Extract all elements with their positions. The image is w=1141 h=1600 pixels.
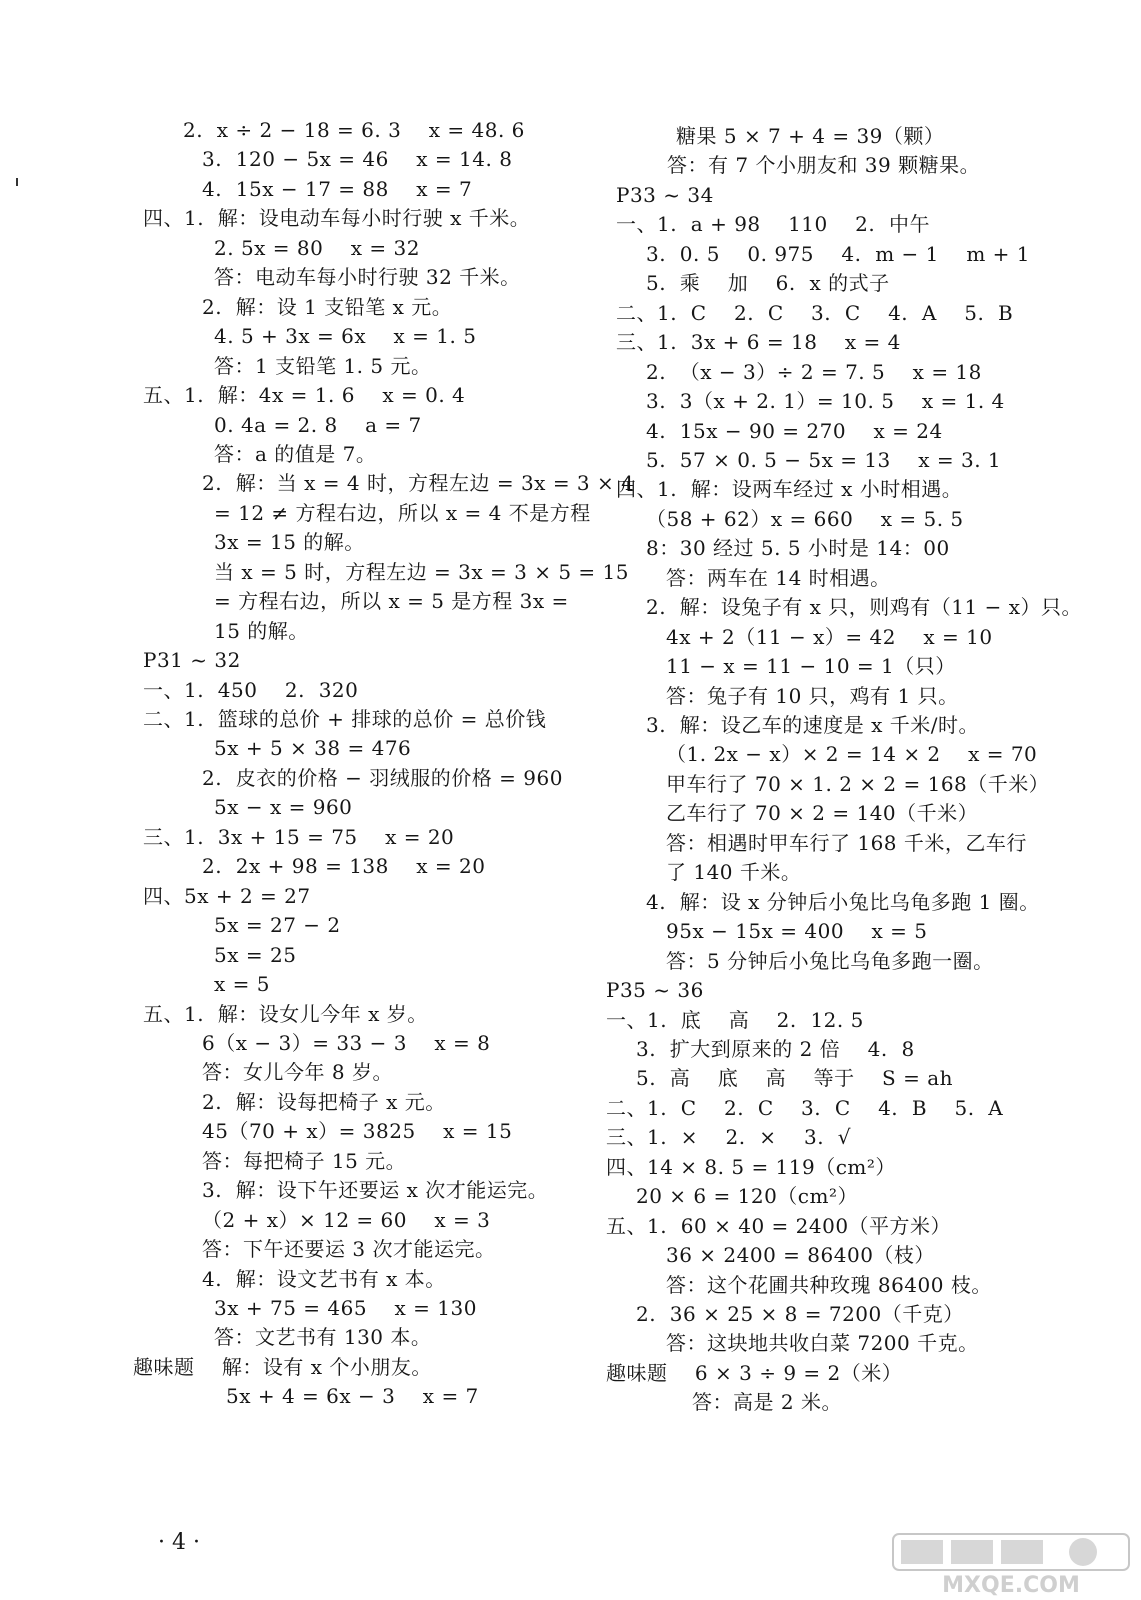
left-line: 答：电动车每小时行驶 32 千米。 [214,265,521,290]
right-line: 一、1. 底 高 2. 12. 5 [606,1007,864,1032]
right-line: 四、1. 解：设两车经过 x 小时相遇。 [616,477,963,502]
left-line: 5x = 25 [214,942,297,967]
right-line: 答：5 分钟后小兔比乌龟多跑一圈。 [666,948,994,973]
right-line: 二、1. C 2. C 3. C 4. B 5. A [606,1095,1004,1120]
right-line: 答：兔子有 10 只，鸡有 1 只。 [666,683,959,708]
right-line: 4x + 2（11 − x）= 42 x = 10 [666,624,993,649]
right-line: 2. 36 × 25 × 8 = 7200（千克） [636,1302,964,1326]
left-line: 2. 皮衣的价格 − 羽绒服的价格 = 960 [202,765,563,790]
left-line: 2. 5x = 80 x = 32 [214,235,420,260]
left-line: 二、1. 篮球的总价 + 排球的总价 = 总价钱 [143,707,547,731]
right-line: （1. 2x − x）× 2 = 14 × 2 x = 70 [666,742,1038,767]
right-line: 2. 解：设兔子有 x 只，则鸡有（11 − x）只。 [646,595,1082,620]
left-line: 4. 5 + 3x = 6x x = 1. 5 [214,324,477,349]
right-line: 答：有 7 个小朋友和 39 颗糖果。 [667,153,981,178]
right-line: 趣味题 6 × 3 ÷ 9 = 2（米） [606,1360,903,1385]
left-line: 2. 解：设每把椅子 x 元。 [202,1089,446,1114]
right-line: 了 140 千米。 [666,860,802,885]
left-line: 4. 解：设文艺书有 x 本。 [202,1266,446,1291]
left-line: 4. 15x − 17 = 88 x = 7 [202,176,473,201]
left-line: 答：下午还要运 3 次才能运完。 [202,1237,496,1262]
right-line: 五、1. 60 × 40 = 2400（平方米） [606,1213,952,1238]
right-line: 2. （x − 3）÷ 2 = 7. 5 x = 18 [646,359,982,384]
right-line: 答：这块地共收白菜 7200 千克。 [666,1331,979,1356]
left-line: 三、1. 3x + 15 = 75 x = 20 [143,824,455,849]
left-line: 5x + 4 = 6x − 3 x = 7 [226,1384,479,1409]
right-line: 36 × 2400 = 86400（枝） [666,1243,935,1268]
left-line: 当 x = 5 时，方程左边 = 3x = 3 × 5 = 15 [214,559,629,584]
left-line: P31 ~ 32 [143,648,241,673]
right-line: 11 − x = 11 − 10 = 1（只） [666,654,956,679]
right-line: 三、1. 3x + 6 = 18 x = 4 [616,330,901,355]
left-line: 四、1. 解：设电动车每小时行驶 x 千米。 [143,206,531,231]
left-line: = 12 ≠ 方程右边，所以 x = 4 不是方程 [214,500,591,525]
left-line: 5x + 5 × 38 = 476 [214,736,412,761]
right-line: 20 × 6 = 120（cm²） [636,1184,858,1209]
watermark-text: MXQE.COM [942,1573,1080,1596]
right-line: 3. 0. 5 0. 975 4. m − 1 m + 1 [646,241,1030,266]
left-line: 3x + 75 = 465 x = 130 [214,1296,477,1320]
left-line: 趣味题 解：设有 x 个小朋友。 [133,1354,432,1379]
right-line: 乙车行了 70 × 2 = 140（千米） [666,801,979,826]
watermark-logo [891,1530,1131,1596]
right-line: 8：30 经过 5. 5 小时是 14：00 [646,536,950,561]
left-line: 3. 解：设下午还要运 x 次才能运完。 [202,1178,549,1203]
page-number: · 4 · [158,1530,200,1555]
left-line: 答：a 的值是 7。 [214,441,377,466]
left-line: 5x − x = 960 [214,795,353,820]
right-line: 4. 15x − 90 = 270 x = 24 [646,418,943,443]
right-line: 3. 扩大到原来的 2 倍 4. 8 [636,1036,915,1061]
right-line: 二、1. C 2. C 3. C 4. A 5. B [616,300,1014,325]
right-line: 答：高是 2 米。 [692,1390,842,1415]
right-line: 四、14 × 8. 5 = 119（cm²） [606,1154,896,1179]
right-line: 答：这个花圃共种玫瑰 86400 枝。 [666,1272,992,1297]
left-line: 6（x − 3）= 33 − 3 x = 8 [202,1030,491,1055]
left-line: 2. 解：当 x = 4 时，方程左边 = 3x = 3 × 4 [202,471,635,496]
left-line: （2 + x）× 12 = 60 x = 3 [202,1207,491,1232]
left-line: 四、5x + 2 = 27 [143,883,311,908]
left-line: 2. 解：设 1 支铅笔 x 元。 [202,294,453,319]
right-line: 答：两车在 14 时相遇。 [666,565,891,590]
right-line: P35 ~ 36 [606,978,704,1003]
left-line: x = 5 [214,972,270,997]
left-line: 答：每把椅子 15 元。 [202,1148,407,1173]
left-line: 3x = 15 的解。 [214,530,365,555]
left-line: 2. 2x + 98 = 138 x = 20 [202,854,486,879]
right-line: 三、1. × 2. × 3. √ [606,1125,852,1150]
left-line: 15 的解。 [214,618,309,643]
right-line: 答：相遇时甲车行了 168 千米，乙车行 [666,830,1027,855]
right-line: 糖果 5 × 7 + 4 = 39（颗） [676,124,945,148]
left-line: 2. x ÷ 2 − 18 = 6. 3 x = 48. 6 [183,118,525,142]
right-line: P33 ~ 34 [616,182,714,207]
right-line: 4. 解：设 x 分钟后小兔比乌龟多跑 1 圈。 [646,889,1040,914]
left-line: 五、1. 解：设女儿今年 x 岁。 [143,1001,428,1026]
left-line: 0. 4a = 2. 8 a = 7 [214,412,422,437]
left-line: = 方程右边，所以 x = 5 是方程 3x = [214,589,569,614]
right-line: 95x − 15x = 400 x = 5 [666,919,928,944]
left-line: 答：1 支铅笔 1. 5 元。 [214,353,432,378]
margin-mark [16,178,18,186]
right-line: 5. 高 底 高 等于 S = ah [636,1066,953,1091]
right-line: 甲车行了 70 × 1. 2 × 2 = 168（千米） [666,771,1050,796]
left-line: 五、1. 解：4x = 1. 6 x = 0. 4 [143,383,466,408]
left-line: 答：女儿今年 8 岁。 [202,1060,393,1085]
left-line: 一、1. 450 2. 320 [143,677,359,702]
right-line: 5. 乘 加 6. x 的式子 [646,271,890,296]
right-line: 一、1. a + 98 110 2. 中午 [616,212,930,237]
left-line: 答：文艺书有 130 本。 [214,1325,432,1350]
left-line: 45（70 + x）= 3825 x = 15 [202,1119,513,1144]
right-line: （58 + 62）x = 660 x = 5. 5 [646,506,964,531]
right-line: 5. 57 × 0. 5 − 5x = 13 x = 3. 1 [646,447,1002,472]
right-line: 3. 解：设乙车的速度是 x 千米/时。 [646,713,980,737]
left-line: 3. 120 − 5x = 46 x = 14. 8 [202,147,513,172]
right-line: 3. 3（x + 2. 1）= 10. 5 x = 1. 4 [646,389,1005,414]
left-line: 5x = 27 − 2 [214,913,341,938]
